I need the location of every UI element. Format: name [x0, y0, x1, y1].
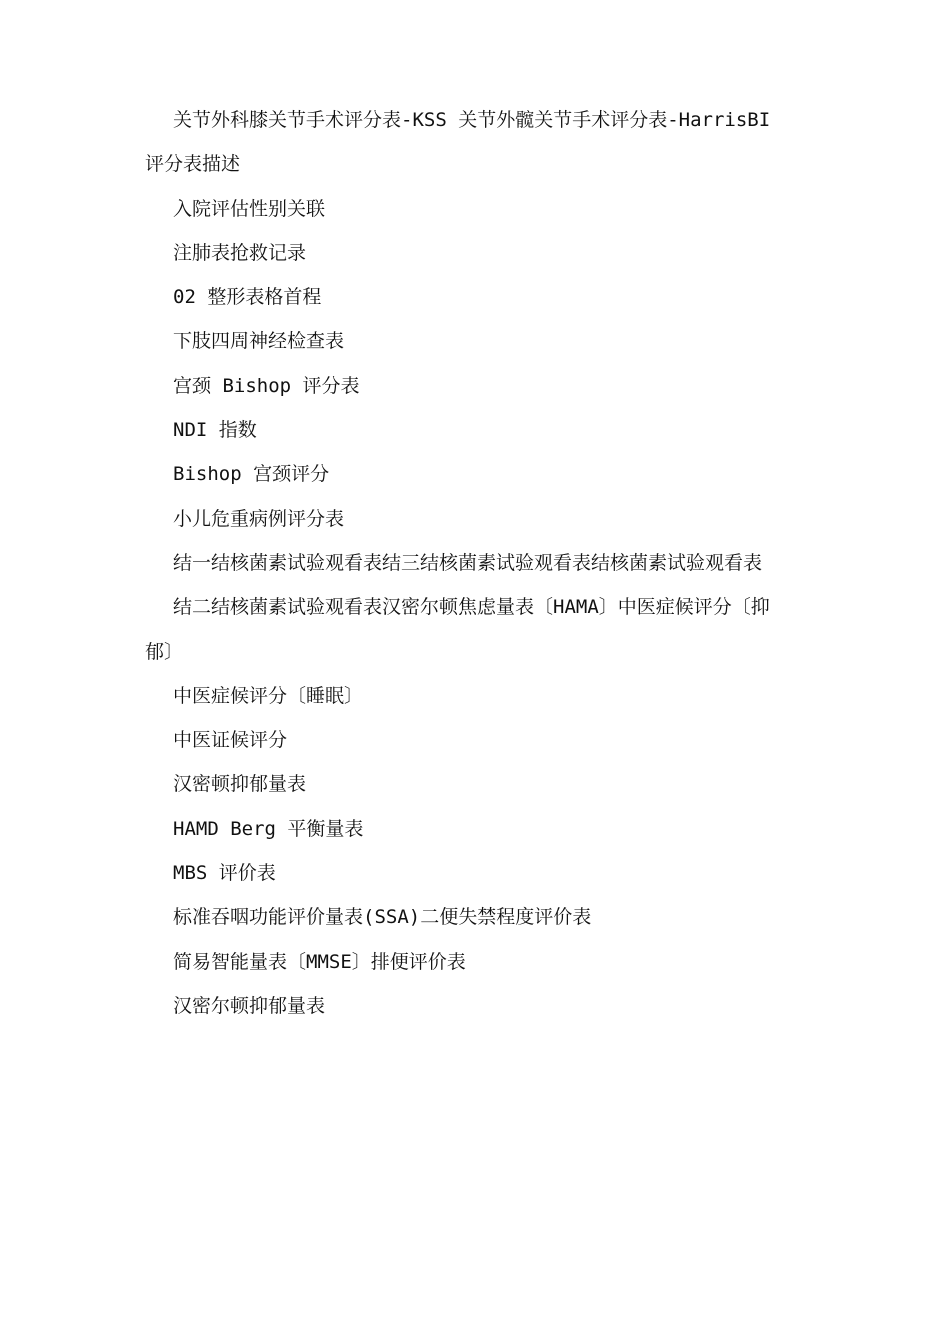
paragraph-bishop-cervical-score: Bishop 宫颈评分	[173, 463, 330, 486]
paragraph-tcm-sleep-score: 中医症候评分〔睡眠〕	[173, 684, 364, 707]
document-body	[145, 98, 795, 1028]
paragraph-plastic-surgery-form: 02 整形表格首程	[173, 286, 322, 309]
paragraph-admission-assessment: 入院评估性别关联	[173, 197, 326, 220]
paragraph-tuberculin-test-1-3: 结一结核菌素试验观看表结三结核菌素试验观看表结核菌素试验观看表	[173, 551, 763, 574]
paragraph-hamd-berg-balance: HAMD Berg 平衡量表	[173, 817, 364, 840]
paragraph-ssa-swallowing: 标准吞咽功能评价量表(SSA)二便失禁程度评价表	[173, 906, 592, 929]
paragraph-tuberculin-test-2-hama: 结二结核菌素试验观看表汉密尔顿焦虑量表〔HAMA〕中医症候评分〔抑郁〕	[145, 596, 770, 663]
paragraph-pediatric-critical-score: 小儿危重病例评分表	[173, 507, 345, 530]
paragraph-ndi-index: NDI 指数	[173, 419, 257, 442]
paragraph-hamilton-depression: 汉密顿抑郁量表	[173, 773, 307, 796]
paragraph-mmse-bowel: 简易智能量表〔MMSE〕排便评价表	[173, 950, 466, 973]
paragraph-mbs-evaluation: MBS 评价表	[173, 862, 276, 885]
paragraph-hamilton-depression-scale: 汉密尔顿抑郁量表	[173, 994, 326, 1017]
paragraph-joint-surgery-scores: 关节外科膝关节手术评分表-KSS 关节外髋关节手术评分表-HarrisBI 评分表描述	[145, 109, 771, 176]
paragraph-cervical-bishop-score: 宫颈 Bishop 评分表	[173, 374, 360, 397]
paragraph-lower-limb-nerve-exam: 下肢四周神经检查表	[173, 330, 345, 353]
paragraph-tcm-syndrome-score: 中医证候评分	[173, 729, 288, 752]
paragraph-rescue-record: 注肺表抢救记录	[173, 241, 307, 264]
